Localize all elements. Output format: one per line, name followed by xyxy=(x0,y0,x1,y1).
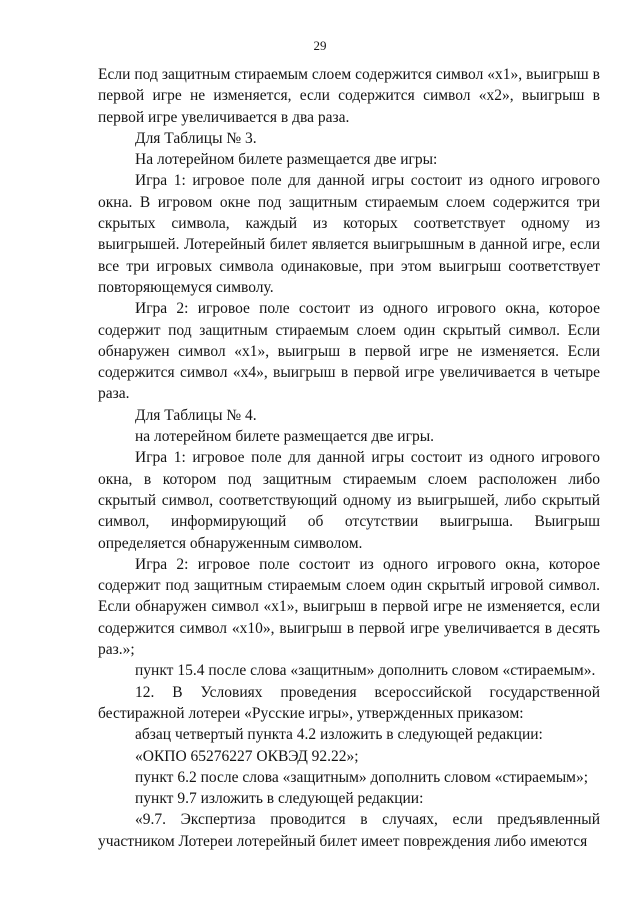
paragraph: Игра 2: игровое поле состоит из одного игрового окна, которое содержит под защитным стираемым слоем один скрытый символ. Если обнаружен символ «x1», выигрыш в первой игре не изменяется. Если содержится символ «x4», выигрыш в первой игре увеличивается в четыре раза. xyxy=(98,300,600,403)
paragraph: Игра 1: игровое поле для данной игры состоит из одного игрового окна. В игровом окне под защитным стираемым слоем содержится три скрытых символа, каждый из которых соответствует одному из выигрышей. Лотерейный билет является выигрышным в данной игре, если все три игровых символа одинаковые, при этом выигрыш соответствует повторяющемуся символу. xyxy=(98,172,600,296)
paragraph: Если под защитным стираемым слоем содержится символ «x1», выигрыш в первой игре не изменяется, если содержится символ «x2», выигрыш в первой игре увеличивается в два раза. xyxy=(98,66,600,126)
paragraph: «ОКПО 65276227 ОКВЭД 92.22»; xyxy=(135,747,359,765)
document-body xyxy=(98,64,600,852)
paragraph: Для Таблицы № 3. xyxy=(135,129,257,147)
paragraph: На лотерейном билете размещается две игры: xyxy=(135,151,438,169)
paragraph: Игра 1: игровое поле для данной игры состоит из одного игрового окна, в котором под защитным стираемым слоем расположен либо скрытый символ, соответствующий одному из выигрышей, либо скрытый символ, информирующий об отсутствии выигрыша. Выигрыш определяется обнаруженным символом. xyxy=(98,449,600,552)
paragraph: Игра 2: игровое поле состоит из одного игрового окна, которое содержит под защитным стираемым слоем один скрытый игровой символ. Если обнаружен символ «x1», выигрыш в первой игре не изменяется, если содержится символ «x10», выигрыш в первой игре увеличивается в десять раз.»; xyxy=(98,555,600,659)
paragraph: «9.7. Экспертиза проводится в случаях, если предъявленный участником Лотереи лотерейный билет имеет повреждения либо имеются xyxy=(98,811,600,850)
paragraph: пункт 9.7 изложить в следующей редакции: xyxy=(135,790,424,808)
paragraph: абзац четвертый пункта 4.2 изложить в следующей редакции: xyxy=(135,726,543,744)
paragraph: пункт 6.2 после слова «защитным» дополнить словом «стираемым»; xyxy=(135,768,589,786)
paragraph: 12. В Условиях проведения всероссийской государственной бестиражной лотереи «Русские игры», утвержденных приказом: xyxy=(98,683,600,722)
paragraph: на лотерейном билете размещается две игры. xyxy=(135,428,434,446)
paragraph: пункт 15.4 после слова «защитным» дополнить словом «стираемым». xyxy=(135,662,596,680)
paragraph: Для Таблицы № 4. xyxy=(135,406,257,424)
page-number: 29 xyxy=(313,38,327,53)
